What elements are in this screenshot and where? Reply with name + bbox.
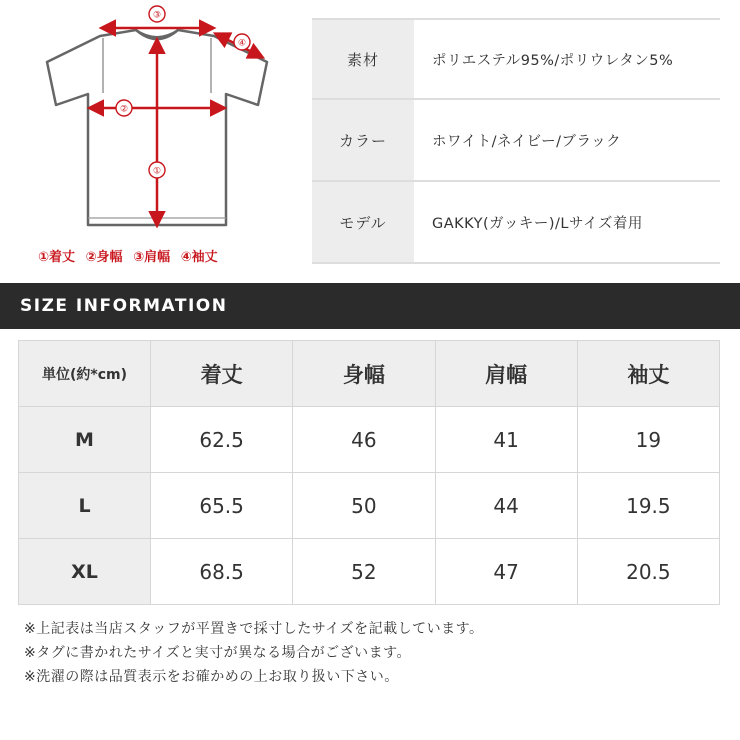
table-cell: 52 (293, 539, 435, 605)
table-row (19, 539, 720, 605)
spec-row-model (312, 182, 720, 264)
section-header (0, 283, 740, 329)
legend-width: ②身幅 (85, 250, 123, 265)
table-row (19, 407, 720, 473)
measurement-legend (38, 246, 288, 265)
size-table (18, 340, 720, 605)
marker-width: ② (119, 104, 129, 115)
table-cell: 44 (435, 473, 577, 539)
note-washing: ※洗濯の際は品質表示をお確かめの上お取り扱い下さい。 (24, 669, 399, 685)
table-cell: 19.5 (577, 473, 719, 539)
legend-length: ①着丈 (38, 250, 76, 265)
notes (24, 617, 724, 689)
legend-shoulder: ③肩幅 (133, 250, 171, 265)
spec-value: ホワイト/ネイビー/ブラック (432, 133, 622, 150)
table-row (19, 473, 720, 539)
marker-length: ① (152, 166, 162, 177)
header-unit: 単位(約*cm) (19, 341, 151, 407)
spec-value: ポリエステル95%/ポリウレタン5% (432, 52, 674, 69)
spec-row-color (312, 100, 720, 182)
note-measurement: ※上記表は当店スタッフが平置きで採寸したサイズを記載しています。 (24, 621, 484, 637)
table-cell: 68.5 (151, 539, 293, 605)
spec-label: カラー (312, 100, 414, 180)
size-label: M (19, 407, 151, 473)
t-shirt-outline-icon (0, 0, 300, 250)
marker-sleeve: ④ (237, 38, 247, 49)
size-label: L (19, 473, 151, 539)
spec-value: GAKKY(ガッキー)/Lサイズ着用 (432, 215, 643, 232)
table-cell: 46 (293, 407, 435, 473)
spec-label: モデル (312, 182, 414, 262)
section-title: SIZE INFORMATION (20, 296, 228, 316)
note-tag-size: ※タグに書かれたサイズと実寸が異なる場合がございます。 (24, 645, 411, 661)
table-cell: 62.5 (151, 407, 293, 473)
table-header-row (19, 341, 720, 407)
marker-shoulder: ③ (152, 10, 162, 21)
spec-label: 素材 (312, 20, 414, 98)
header-width: 身幅 (293, 341, 435, 407)
legend-sleeve: ④袖丈 (180, 250, 218, 265)
table-cell: 65.5 (151, 473, 293, 539)
table-cell: 50 (293, 473, 435, 539)
spec-row-material (312, 18, 720, 100)
header-sleeve: 袖丈 (577, 341, 719, 407)
table-cell: 19 (577, 407, 719, 473)
spec-table (312, 18, 720, 264)
header-shoulder: 肩幅 (435, 341, 577, 407)
table-cell: 47 (435, 539, 577, 605)
size-diagram (0, 0, 300, 280)
size-label: XL (19, 539, 151, 605)
table-cell: 41 (435, 407, 577, 473)
table-cell: 20.5 (577, 539, 719, 605)
header-length: 着丈 (151, 341, 293, 407)
